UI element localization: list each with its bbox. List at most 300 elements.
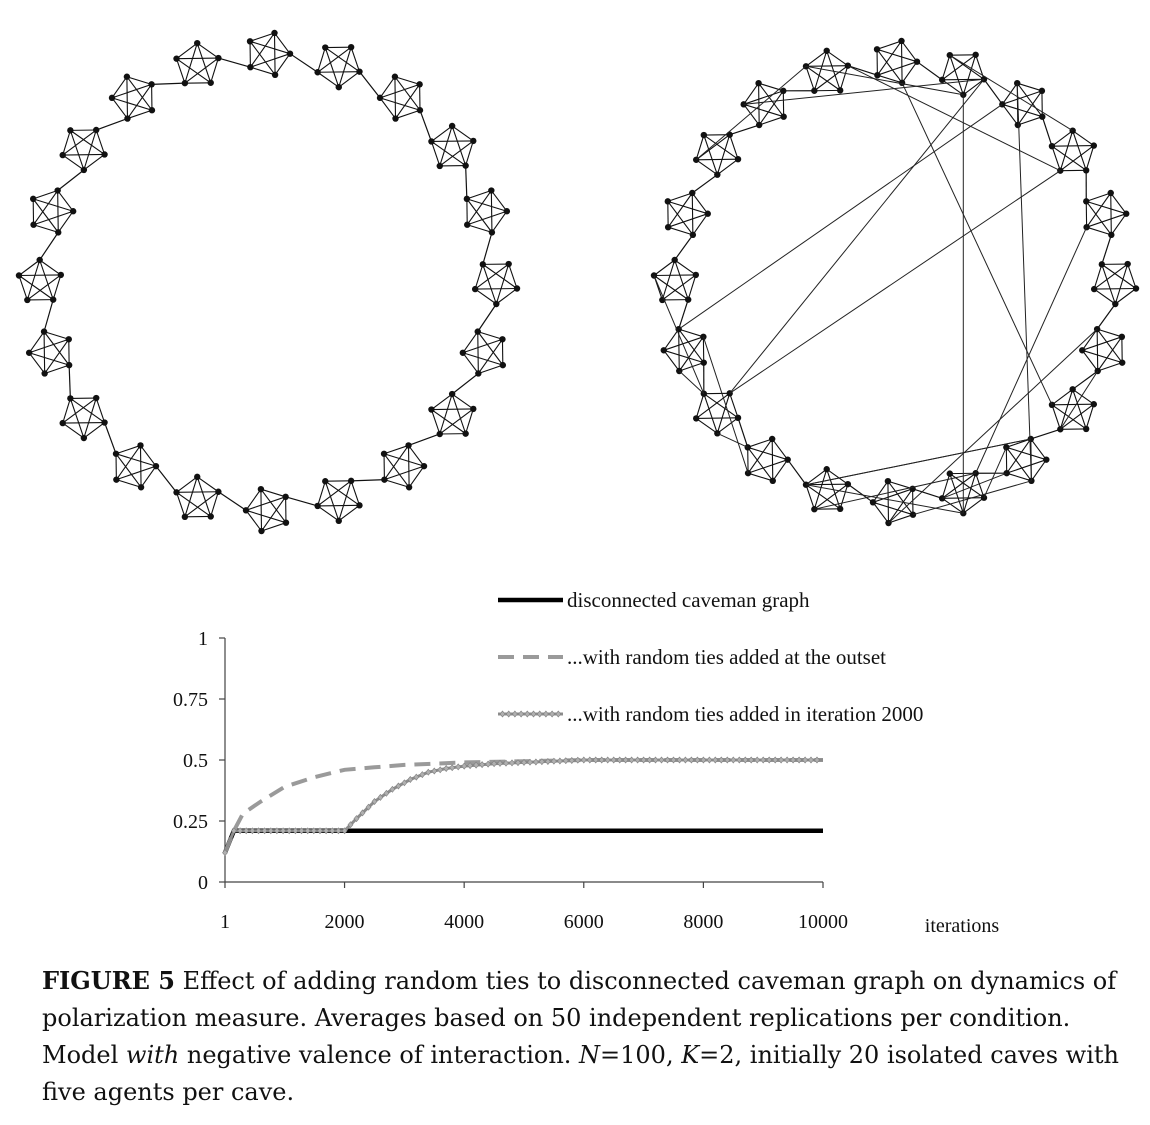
cave-edge <box>380 98 395 119</box>
cave-edge <box>84 154 105 169</box>
cave-edge <box>318 48 326 73</box>
cave-edge <box>1086 201 1111 235</box>
cave <box>243 486 289 534</box>
cave-edge <box>806 485 840 509</box>
cave-edge <box>177 59 185 83</box>
cave <box>803 466 851 512</box>
cave-edge <box>395 77 396 119</box>
cave-edge <box>339 505 360 520</box>
cave-edge <box>467 225 492 233</box>
cave-edge <box>384 454 409 488</box>
cave-edge <box>1060 404 1094 429</box>
agent-node <box>780 113 786 119</box>
cave-edge <box>33 191 57 199</box>
agent-node <box>685 296 691 302</box>
series-dashed <box>225 760 823 853</box>
cave-edge <box>696 159 738 160</box>
agent-node <box>885 478 891 484</box>
cave <box>314 44 362 90</box>
cave-edge <box>396 110 420 118</box>
y-tick-label: 0 <box>198 872 208 894</box>
cave-edge <box>116 445 140 453</box>
cave-edge <box>1073 131 1086 171</box>
cave <box>16 257 64 303</box>
cave-edge <box>509 264 517 288</box>
y-tick-label: 0.25 <box>173 811 208 833</box>
agent-node <box>81 435 87 441</box>
caption-val-k: =2, initially 20 isolated caves with five agents per cave. <box>42 1041 1119 1106</box>
cave-edge <box>1111 214 1126 235</box>
caveman-graph-random-ties <box>651 38 1139 526</box>
cave-edge <box>463 339 503 352</box>
series-line <box>225 760 823 853</box>
cave-edge <box>70 398 83 438</box>
random-tie <box>902 83 1052 405</box>
cave-edge <box>58 191 73 212</box>
cave-edge <box>888 515 912 523</box>
cave-edge <box>1007 439 1031 473</box>
cave-edge <box>63 154 105 155</box>
cave-edge <box>127 77 152 111</box>
cave-edge <box>112 98 127 119</box>
agent-node <box>1091 401 1097 407</box>
cave-edge <box>27 260 39 300</box>
bridge-edge <box>286 497 318 506</box>
agent-node <box>336 84 342 90</box>
legend-marker <box>531 711 536 717</box>
cave-edge <box>942 474 950 499</box>
agent-node <box>322 44 328 50</box>
random-tie <box>950 55 1073 131</box>
cave-edge <box>197 43 210 83</box>
cave-edge <box>814 51 826 91</box>
cave-edge <box>696 418 717 433</box>
cave <box>651 257 699 303</box>
cave-edge <box>668 227 693 235</box>
caption-var-n: N <box>579 1041 601 1069</box>
agent-node <box>1083 426 1089 432</box>
cave-edge <box>668 201 708 213</box>
cave-edge <box>1018 91 1042 125</box>
cave-edge <box>318 505 360 506</box>
cave-edge <box>806 66 840 90</box>
bridge-edge <box>69 365 70 398</box>
agent-node <box>247 38 253 44</box>
cave-edge <box>70 398 104 422</box>
cave-edge <box>1073 131 1094 146</box>
cave-edge <box>1082 329 1097 350</box>
cave-edge <box>1017 83 1042 117</box>
series-marker <box>444 766 449 772</box>
cave-edge <box>140 445 155 466</box>
bridge-edge <box>218 492 246 511</box>
cave-edge <box>318 47 352 72</box>
agent-node <box>1039 88 1045 94</box>
cave <box>428 123 476 169</box>
cave-edge <box>380 98 420 110</box>
cave-edge <box>29 339 69 352</box>
cave-edge <box>318 481 352 506</box>
agent-node <box>449 123 455 129</box>
cave-edge <box>668 214 708 227</box>
series-marker <box>456 764 461 770</box>
cave-edge <box>1102 264 1136 288</box>
cave-edge <box>664 337 704 350</box>
bridge-edge <box>1097 304 1115 329</box>
series-marker <box>438 767 443 773</box>
cave-edge <box>1073 389 1086 429</box>
series-marker <box>791 757 796 763</box>
cave-edge <box>877 41 901 49</box>
cave-edge <box>250 54 290 67</box>
cave-edge <box>1086 404 1094 429</box>
legend-marker <box>543 711 548 717</box>
cave-edge <box>1115 264 1127 304</box>
cave-edge <box>877 49 902 83</box>
cave-edge <box>325 481 359 505</box>
agent-node <box>416 81 422 87</box>
series-marker <box>707 757 712 763</box>
cave-edge <box>1002 104 1042 116</box>
cave-edge <box>688 275 696 300</box>
cave-edge <box>1086 201 1126 213</box>
x-tick-label: 4000 <box>444 911 485 933</box>
cave-edge <box>250 67 275 75</box>
cave-edge <box>140 445 141 487</box>
cave-edge <box>478 332 503 366</box>
cave-edge <box>877 49 917 61</box>
cave-edge <box>246 497 286 510</box>
cave-edge <box>339 72 360 87</box>
agent-node <box>66 336 72 342</box>
legend-label: ...with random ties added in iteration 2000 <box>567 702 924 726</box>
cave-edge <box>1052 389 1073 404</box>
agent-node <box>113 476 119 482</box>
agent-node <box>705 211 711 217</box>
bridge-edge <box>420 110 431 141</box>
cave-edge <box>483 264 496 304</box>
cave-edge <box>261 523 285 531</box>
series-marker <box>809 757 814 763</box>
agent-node <box>392 115 398 121</box>
series-marker <box>223 757 824 856</box>
agent-node <box>1057 167 1063 173</box>
cave-edge <box>261 489 286 497</box>
cave-edge <box>679 329 704 337</box>
cave-edge <box>1094 264 1128 289</box>
series-marker <box>533 759 538 765</box>
agent-node <box>258 486 264 492</box>
cave-edge <box>478 332 479 374</box>
cave-edge <box>211 492 219 517</box>
cave-edge <box>70 130 83 170</box>
cave-edge <box>467 199 507 211</box>
cave-edge <box>668 193 692 201</box>
bridge-edge <box>466 166 467 199</box>
cave-edge <box>1073 389 1094 404</box>
disconnected-caveman-graph <box>16 30 520 534</box>
cave-edge <box>261 489 262 531</box>
cave-edge <box>466 409 474 434</box>
cave-edge <box>351 481 359 505</box>
legend-label: disconnected caveman graph <box>567 588 810 612</box>
agent-node <box>1124 261 1130 267</box>
y-tick-label: 1 <box>198 628 208 650</box>
series-marker <box>779 757 784 763</box>
cave-edge <box>814 469 826 509</box>
figure-label: FIGURE 5 <box>42 966 175 995</box>
cave-edge <box>467 191 491 225</box>
cave-edge <box>339 481 351 521</box>
cave-edge <box>463 353 503 365</box>
random-tie <box>717 433 747 447</box>
agent-node <box>1133 285 1139 291</box>
series-marker <box>635 757 640 763</box>
agent-node <box>1015 122 1021 128</box>
series-marker <box>617 757 622 763</box>
cave-edge <box>1017 83 1042 91</box>
legend-item <box>498 702 923 726</box>
cave <box>428 391 476 437</box>
cave-edge <box>116 454 141 488</box>
agent-node <box>137 442 143 448</box>
agent-node <box>972 52 978 58</box>
cave-edge <box>759 83 760 125</box>
cave-edge <box>942 55 976 80</box>
agent-node <box>470 138 476 144</box>
cave-edge <box>396 84 420 118</box>
cave-edge <box>1097 329 1098 371</box>
agent-node <box>282 494 288 500</box>
cave-edge <box>1102 264 1115 304</box>
cave-edge <box>384 445 408 479</box>
bridge-edge <box>483 232 492 264</box>
agent-node <box>60 420 66 426</box>
legend-marker <box>512 711 517 717</box>
series-marker <box>713 757 718 763</box>
agent-node <box>665 224 671 230</box>
legend-marker <box>537 711 542 717</box>
cave-edge <box>1007 460 1047 473</box>
bridge-edge <box>351 480 384 481</box>
cave-edge <box>185 43 197 83</box>
cave-edge <box>675 260 696 275</box>
cave-edge <box>950 474 963 514</box>
legend-marker <box>550 711 555 717</box>
agent-node <box>101 151 107 157</box>
cave-edge <box>806 66 848 67</box>
cave-edge <box>496 289 517 304</box>
cave-edge <box>483 264 517 288</box>
cave-edge <box>384 480 409 488</box>
cave-edge <box>197 43 218 58</box>
agent-node <box>1043 456 1049 462</box>
agent-node <box>16 272 22 278</box>
agent-node <box>1079 347 1085 353</box>
bridge-edge <box>730 125 759 135</box>
cave-edge <box>496 264 508 304</box>
random-tie <box>679 371 704 394</box>
cave-edge <box>384 445 408 453</box>
cave-edge <box>29 353 44 374</box>
cave-edge <box>1052 405 1086 429</box>
agent-node <box>124 74 130 80</box>
cave-edge <box>84 130 96 170</box>
cave-edge <box>19 275 53 299</box>
x-tick-label: 10000 <box>798 911 848 933</box>
cave-edge <box>452 394 473 409</box>
cave-edge <box>1060 389 1072 429</box>
agent-node <box>208 513 214 519</box>
cave-edge <box>177 58 219 59</box>
cave-edge <box>1086 193 1110 201</box>
cave-edge <box>1031 439 1046 460</box>
cave-edge <box>704 394 717 434</box>
series-marker <box>785 757 790 763</box>
legend-item <box>498 645 886 669</box>
cave-edge <box>53 275 61 300</box>
agent-node <box>109 95 115 101</box>
agent-node <box>500 362 506 368</box>
cave-edge <box>318 72 339 87</box>
cave-edge <box>325 48 338 88</box>
bridge-edge <box>1073 371 1098 389</box>
cave-edge <box>261 497 285 531</box>
legend-marker <box>556 711 561 717</box>
series-marker <box>815 757 820 763</box>
bridge-edge <box>848 66 878 76</box>
cave <box>1091 261 1139 307</box>
cave-edge <box>351 47 359 71</box>
cave-edge <box>806 51 827 66</box>
cave-edge <box>440 141 474 166</box>
x-tick-label: 2000 <box>324 911 365 933</box>
agent-node <box>67 127 73 133</box>
agent-node <box>24 297 30 303</box>
cave-edge <box>475 264 483 289</box>
cave-edge <box>58 211 73 232</box>
caption-italic: with <box>125 1041 180 1069</box>
cave <box>1083 190 1129 238</box>
random-tie <box>696 66 806 160</box>
cave-edge <box>1002 104 1017 125</box>
cave-edge <box>748 473 773 481</box>
cave-edge <box>877 41 901 75</box>
cave-edge <box>888 489 912 523</box>
series-marker <box>587 757 592 763</box>
cave-edge <box>1052 405 1060 429</box>
agent-node <box>1069 127 1075 133</box>
bridge-edge <box>675 235 693 260</box>
x-tick-label: 6000 <box>563 911 604 933</box>
cave-edge <box>692 193 707 214</box>
cave-edge <box>1082 350 1122 362</box>
agent-node <box>837 87 843 93</box>
series-marker <box>593 757 598 763</box>
cave-edge <box>141 466 156 487</box>
agent-node <box>208 80 214 86</box>
cave-edge <box>1128 264 1136 288</box>
series-marker <box>653 757 658 763</box>
cave-edge <box>664 350 704 362</box>
cave-edge <box>492 211 507 232</box>
agent-node <box>665 198 671 204</box>
bridge-edge <box>738 418 748 447</box>
cave-edge <box>127 110 151 118</box>
cave-edge <box>275 33 290 54</box>
series-marker <box>605 757 610 763</box>
cave-edge <box>431 141 473 142</box>
bridge-edge <box>478 304 497 332</box>
cave-edge <box>963 473 975 513</box>
random-tie <box>730 171 1061 394</box>
agent-node <box>30 196 36 202</box>
cave-edge <box>63 423 84 438</box>
series-marker <box>510 760 515 766</box>
cave-edge <box>395 77 420 85</box>
agent-node <box>824 48 830 54</box>
cave-edge <box>759 83 784 91</box>
agent-node <box>428 406 434 412</box>
cave-edge <box>475 289 517 290</box>
cave-edge <box>246 489 261 510</box>
cave-edge <box>1097 329 1122 337</box>
network-graphs <box>0 0 1150 560</box>
random-tie <box>703 337 748 473</box>
cave-edge <box>318 506 339 521</box>
cave-edge <box>33 199 58 233</box>
cave-edge <box>440 394 452 434</box>
series-marker <box>767 757 772 763</box>
cave-edge <box>452 126 465 166</box>
cave-edge <box>806 485 814 509</box>
cave-edge <box>246 510 261 531</box>
cave-edge <box>840 484 848 509</box>
cave-edge <box>1111 193 1112 235</box>
bridge-edge <box>679 300 689 330</box>
cave-edge <box>463 353 478 374</box>
cave-edge <box>116 454 156 466</box>
cave-edge <box>45 365 69 373</box>
agent-node <box>770 478 776 484</box>
agent-node <box>271 30 277 36</box>
cave <box>377 74 423 122</box>
cave-edge <box>185 477 197 517</box>
series-line <box>225 760 823 853</box>
cave-edge <box>116 445 140 479</box>
agent-node <box>898 38 904 44</box>
cave <box>381 442 427 490</box>
random-tie <box>806 439 1031 485</box>
agent-node <box>651 272 657 278</box>
cave-edge <box>491 191 506 212</box>
cave-edge <box>466 141 474 166</box>
random-tie <box>1017 83 1031 481</box>
cave <box>113 442 159 490</box>
agent-node <box>693 272 699 278</box>
cave-edge <box>888 481 889 523</box>
cave-edge <box>185 492 219 517</box>
series-marker <box>659 757 664 763</box>
bridge-edge <box>44 300 53 332</box>
cave <box>665 190 711 238</box>
cave-edge <box>744 83 759 104</box>
series-marker <box>611 757 616 763</box>
caption-text-1: Effect of adding random ties to disconnected caveman graph on dynamics of polarization measure. Averages based on 50 independent replications per condition. Model <box>42 967 1117 1069</box>
bridge-edge <box>359 72 380 98</box>
cave-edge <box>806 484 848 485</box>
cave-edge <box>1094 289 1115 304</box>
